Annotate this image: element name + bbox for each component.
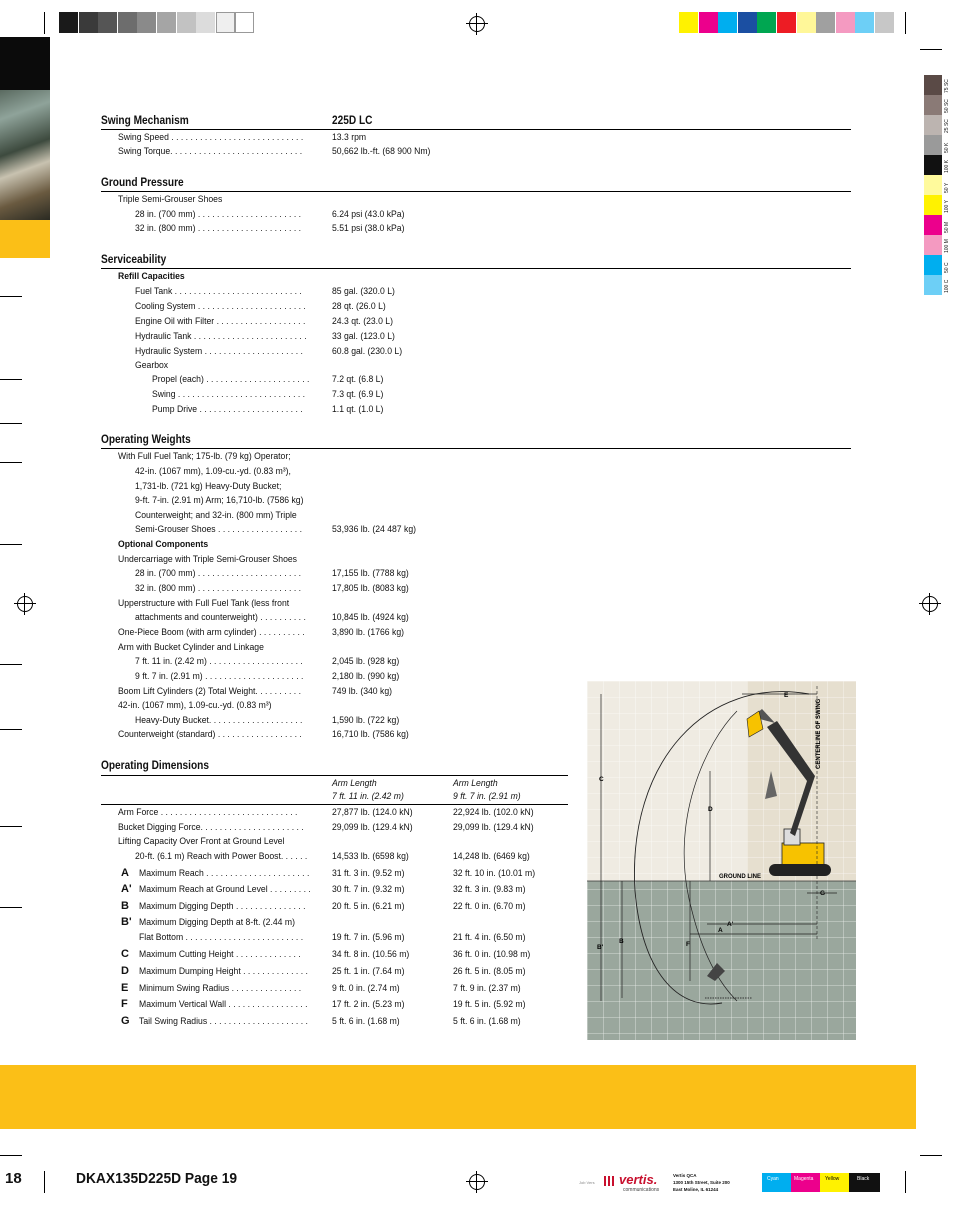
dimension-row: [139, 966, 308, 977]
spec-value: 60.8 gal. (230.0 L): [332, 346, 403, 357]
spec-label: 20-ft. (6.1 m) Reach with Power Boost: [135, 851, 281, 862]
leader-dots: . . . . . . . . . . . . . . .: [233, 901, 306, 912]
crop-mark: [0, 379, 22, 380]
leader-dots: . . . . . . . . .: [267, 884, 311, 895]
spec-value: 5 ft. 6 in. (1.68 m): [453, 1016, 521, 1027]
gray-swatch: [157, 12, 176, 33]
weights-line: Undercarriage with Triple Semi-Grouser Shoes: [118, 554, 298, 565]
leader-dots: . . . . . . . . . . . . . .: [240, 966, 308, 977]
process-swatch: [797, 12, 816, 33]
gray-swatch: [216, 12, 235, 33]
job-slug: DKAX135D225D Page 19: [76, 1170, 238, 1187]
dimension-letter: D: [121, 965, 129, 977]
spec-value: 32 ft. 3 in. (9.83 m): [453, 884, 526, 895]
dimension-row: [139, 932, 303, 943]
swatch-black: [849, 1173, 880, 1192]
spec-value: 9 ft. 0 in. (2.74 m): [332, 983, 400, 994]
spec-value: 10,845 lb. (4924 kg): [332, 612, 409, 623]
spec-value: 31 ft. 3 in. (9.52 m): [332, 868, 405, 879]
weights-line: With Full Fuel Tank; 175-lb. (79 kg) Operator;: [118, 451, 291, 462]
side-swatch-label: 25 SC: [944, 119, 950, 133]
diagram-label-b: B: [619, 938, 624, 945]
spec-row: 32 in. (800 mm) . . . . . . . . . . . . . . . . . . . . . .: [135, 223, 302, 234]
crop-mark: [920, 1155, 942, 1156]
weights-line: 42-in. (1067 mm), 1.09-cu.-yd. (0.83 m³),: [135, 466, 291, 477]
spec-label: 7 ft. 11 in. (2.42 m): [135, 656, 207, 667]
centerline-label: CENTERLINE OF SWING: [816, 698, 822, 769]
spec-row: [152, 404, 303, 415]
spec-label: Pump Drive: [152, 404, 198, 415]
spec-row: Arm Force . . . . . . . . . . . . . . . . . . . . . . . . . . . . .: [118, 807, 298, 818]
leader-dots: . . . . . . . . . . . . . . . . . . . . . .: [203, 868, 310, 879]
spec-row: 7 ft. 11 in. (2.42 m) . . . . . . . . . . . . . . . . . . . .: [135, 656, 303, 667]
spec-value: 29,099 lb. (129.4 kN): [332, 822, 413, 833]
leader-dots: . . . . . . . . . . . . . . . . . . . . .: [207, 1016, 308, 1027]
spec-value: 20 ft. 5 in. (6.21 m): [332, 901, 405, 912]
gray-swatch: [118, 12, 137, 33]
crop-mark: [44, 12, 45, 34]
spec-value: 53,936 lb. (24 487 kg): [332, 524, 417, 535]
spec-value: 25 ft. 1 in. (7.64 m): [332, 966, 405, 977]
spec-value: 34 ft. 8 in. (10.56 m): [332, 949, 410, 960]
gray-swatch: [59, 12, 78, 33]
weights-title: Operating Weights: [101, 434, 191, 446]
side-swatch: [924, 255, 942, 275]
section-rule: [101, 804, 568, 805]
swatch-label: Yellow: [825, 1176, 840, 1182]
spec-row: Bucket Digging Force. . . . . . . . . . . . . . . . . . . . . .: [118, 822, 304, 833]
spec-sub: Refill Capacities: [118, 271, 185, 282]
dimension-letter: F: [121, 998, 128, 1010]
col1-sub: 7 ft. 11 in. (2.42 m): [332, 791, 404, 802]
spec-row: Boom Lift Cylinders (2) Total Weight. . . . . . . . . .: [118, 686, 302, 697]
side-swatch: [924, 95, 942, 115]
spec-label: One-Piece Boom (with arm cylinder): [118, 627, 257, 638]
spec-label: Flat Bottom: [139, 932, 184, 943]
gray-swatch: [98, 12, 117, 33]
spec-value: 7.3 qt. (6.9 L): [332, 389, 384, 400]
process-swatch: [718, 12, 737, 33]
dimension-row: [139, 999, 308, 1010]
spec-label: Fuel Tank: [135, 286, 173, 297]
diagram-label-b-prime: B': [597, 944, 604, 951]
spec-value: 19 ft. 7 in. (5.96 m): [332, 932, 405, 943]
spec-label: Swing Speed: [118, 132, 169, 143]
crop-mark: [0, 907, 22, 908]
spec-value: 5 ft. 6 in. (1.68 m): [332, 1016, 400, 1027]
spec-row: 9 ft. 7 in. (2.91 m) . . . . . . . . . . . . . . . . . . . . .: [135, 671, 304, 682]
swatch-cyan: [762, 1173, 791, 1192]
spec-label: Maximum Digging Depth: [139, 901, 234, 912]
spec-label: Hydraulic Tank: [135, 331, 192, 342]
weights-line: 9-ft. 7-in. (2.91 m) Arm; 16,710-lb. (7586 kg): [135, 495, 304, 506]
dimension-diagram: [587, 681, 856, 1040]
spec-value: 21 ft. 4 in. (6.50 m): [453, 932, 526, 943]
spec-label: Maximum Dumping Height: [139, 966, 241, 977]
swatch-label: Black: [857, 1176, 870, 1182]
crop-mark: [0, 826, 22, 827]
left-edge-yellow-block: [0, 220, 50, 258]
dimension-row: [139, 868, 309, 879]
spec-value: 17,155 lb. (7788 kg): [332, 568, 409, 579]
diagram-label-a: A: [718, 927, 723, 934]
process-swatch: [699, 12, 718, 33]
dimension-row: [139, 983, 301, 994]
leader-dots: . . . . . . . . . . . . . . . . .: [226, 999, 308, 1010]
registration-mark-top-icon: [469, 16, 485, 32]
diagram-label-g: G: [820, 890, 826, 897]
diagram-label-a-prime: A': [727, 921, 734, 928]
weights-line: Lifting Capacity Over Front at Ground Level: [118, 836, 285, 847]
section-rule: [101, 129, 851, 130]
spec-label: 9 ft. 7 in. (2.91 m): [135, 671, 203, 682]
dimension-row: [139, 901, 306, 912]
process-swatch: [777, 12, 796, 33]
service-title: Serviceability: [101, 254, 167, 266]
leader-dots: . . . . . . . . . . . . . . . . . . . . . . . . . . .: [172, 286, 302, 297]
spec-value: 85 gal. (320.0 L): [332, 286, 395, 297]
spec-label: Arm Force: [118, 807, 159, 818]
spec-value: 26 ft. 5 in. (8.05 m): [453, 966, 526, 977]
dimension-letter: C: [121, 948, 129, 960]
spec-label: Heavy-Duty Bucket: [135, 715, 209, 726]
spec-value: 2,180 lb. (990 kg): [332, 671, 400, 682]
spec-value: 14,248 lb. (6469 kg): [453, 851, 530, 862]
spec-row: One-Piece Boom (with arm cylinder) . . . . . . . . . .: [118, 627, 305, 638]
spec-row: [135, 286, 302, 297]
gray-swatch: [196, 12, 215, 33]
crop-mark: [0, 423, 22, 424]
gray-swatch: [235, 12, 254, 33]
vertis-address-3: East Moline, IL 61244: [673, 1187, 719, 1192]
crop-mark: [0, 462, 22, 463]
spec-value: 3,890 lb. (1766 kg): [332, 627, 405, 638]
leader-dots: . . . . . . . . . . . . . . . . . . . . . .: [203, 374, 310, 385]
dimension-letter: A: [121, 867, 129, 879]
spec-row: Swing Speed . . . . . . . . . . . . . . . . . . . . . . . . . . . .: [118, 132, 304, 143]
side-swatch-label: 50 C: [944, 262, 950, 273]
gray-swatch: [177, 12, 196, 33]
process-swatch: [816, 12, 835, 33]
col2-sub: 9 ft. 7 in. (2.91 m): [453, 791, 521, 802]
crop-mark: [920, 49, 942, 50]
spec-label: Semi-Grouser Shoes: [135, 524, 216, 535]
spec-sub: Triple Semi-Grouser Shoes: [118, 194, 223, 205]
weights-line: Arm with Bucket Cylinder and Linkage: [118, 642, 264, 653]
spec-value: 7 ft. 9 in. (2.37 m): [453, 983, 521, 994]
diagram-label-d: D: [708, 806, 713, 813]
leader-dots: . . . . . . . . . . . . . . . . . . . . . . . . . . .: [175, 389, 306, 400]
spec-row: Counterweight (standard) . . . . . . . . . . . . . . . . . .: [118, 729, 302, 740]
side-swatch: [924, 235, 942, 255]
section-rule: [101, 191, 851, 192]
spec-row: 28 in. (700 mm) . . . . . . . . . . . . . . . . . . . . . .: [135, 568, 302, 579]
spec-row: [135, 346, 303, 357]
leader-dots: . . . . . . . . . . . . . . . . . . . . . .: [197, 404, 303, 415]
leader-dots: . . . . . . . . . . . . . . . . . . .: [214, 316, 306, 327]
spec-row: 32 in. (800 mm) . . . . . . . . . . . . . . . . . . . . . .: [135, 583, 302, 594]
diagram-label-c: C: [599, 776, 604, 783]
leader-dots: . . . . . . . . . . . . . . . . . . . . . . . .: [191, 331, 307, 342]
swatch-label: Cyan: [767, 1176, 779, 1182]
registration-mark-right-icon: [922, 596, 938, 612]
vertis-logo: vertis.: [619, 1172, 658, 1187]
spec-value: 1.1 qt. (1.0 L): [332, 404, 384, 415]
spec-label: Maximum Cutting Height: [139, 949, 234, 960]
dimension-line: Maximum Digging Depth at 8-ft. (2.44 m): [139, 917, 295, 928]
spec-label: Propel (each): [152, 374, 204, 385]
spec-value: 29,099 lb. (129.4 kN): [453, 822, 534, 833]
spec-value: 1,590 lb. (722 kg): [332, 715, 400, 726]
left-edge-black-block: [0, 37, 50, 90]
crop-mark: [905, 12, 906, 34]
spec-row: [135, 316, 305, 327]
section-rule: [101, 775, 568, 776]
vertis-sub: communications: [623, 1187, 660, 1193]
spec-label: Swing: [152, 389, 176, 400]
spec-row: 28 in. (700 mm) . . . . . . . . . . . . . . . . . . . . . .: [135, 209, 302, 220]
side-swatch: [924, 275, 942, 295]
spec-value: 14,533 lb. (6598 kg): [332, 851, 409, 862]
spec-value: 17,805 lb. (8083 kg): [332, 583, 409, 594]
side-swatch-label: 100 M: [944, 239, 950, 253]
process-swatch: [875, 12, 894, 33]
spec-value: 19 ft. 5 in. (5.92 m): [453, 999, 526, 1010]
crop-mark: [905, 1171, 906, 1193]
spec-row: Semi-Grouser Shoes . . . . . . . . . . . . . . . . . .: [135, 524, 302, 535]
vertis-logo-icon: [604, 1176, 616, 1186]
dimension-row: [139, 949, 301, 960]
dimension-letter: G: [121, 1015, 130, 1027]
leader-dots: . . . . . . . . . . . . . .: [233, 949, 301, 960]
spec-value: 2,045 lb. (928 kg): [332, 656, 400, 667]
process-swatch: [836, 12, 855, 33]
ground-title: Ground Pressure: [101, 177, 184, 189]
spec-label: Boom Lift Cylinders (2) Total Weight: [118, 686, 256, 697]
crop-mark: [0, 296, 22, 297]
section-rule: [101, 268, 851, 269]
gray-swatch: [79, 12, 98, 33]
swing-title: Swing Mechanism: [101, 115, 189, 127]
col2-head: Arm Length: [453, 778, 498, 789]
side-swatch: [924, 195, 942, 215]
spec-value: 30 ft. 7 in. (9.32 m): [332, 884, 405, 895]
spec-row: Swing Torque. . . . . . . . . . . . . . . . . . . . . . . . . . . .: [118, 146, 303, 157]
registration-mark-bottom-icon: [469, 1174, 485, 1190]
section-rule: [101, 448, 851, 449]
spec-value: 6.24 psi (43.0 kPa): [332, 209, 405, 220]
process-swatch: [679, 12, 698, 33]
dimension-letter: A': [121, 883, 132, 895]
leader-dots: . . . . . . . . . . . . . . . . . . . . . . . . .: [183, 932, 304, 943]
spec-value: 5.51 psi (38.0 kPa): [332, 223, 405, 234]
spec-value: 50,662 lb.-ft. (68 900 Nm): [332, 146, 431, 157]
side-swatch-label: 50 SC: [944, 99, 950, 113]
model-title: 225D LC: [332, 115, 373, 127]
side-swatch: [924, 75, 942, 95]
vertis-address-2: 1300 15th Street, Suite 200: [673, 1180, 730, 1185]
spec-value: 27,877 lb. (124.0 kN): [332, 807, 413, 818]
weights-line: Upperstructure with Full Fuel Tank (less front: [118, 598, 290, 609]
crop-mark: [0, 729, 22, 730]
page-number: 18: [5, 1170, 22, 1187]
leader-dots: . . . . . . . . . . . . . . . . . . . . . . .: [195, 301, 306, 312]
spec-label: 32 in. (800 mm): [135, 223, 196, 234]
weights-line: 42-in. (1067 mm), 1.09-cu.-yd. (0.83 m³): [118, 700, 272, 711]
spec-row: [152, 374, 309, 385]
swatch-label: Magenta: [794, 1176, 814, 1182]
spec-value: 36 ft. 0 in. (10.98 m): [453, 949, 531, 960]
spec-value: 22 ft. 0 in. (6.70 m): [453, 901, 526, 912]
vertis-small: Job Vers: [579, 1180, 595, 1185]
process-swatch: [757, 12, 776, 33]
process-swatch: [738, 12, 757, 33]
spec-label: Maximum Reach: [139, 868, 204, 879]
dims-title: Operating Dimensions: [101, 760, 209, 772]
diagram-label-f: F: [686, 941, 690, 948]
spec-value: 24.3 qt. (23.0 L): [332, 316, 393, 327]
crop-mark: [0, 664, 22, 665]
spec-value: 17 ft. 2 in. (5.23 m): [332, 999, 405, 1010]
spec-label: 28 in. (700 mm): [135, 568, 196, 579]
spec-label: 32 in. (800 mm): [135, 583, 196, 594]
spec-row: [135, 301, 306, 312]
spec-label: Maximum Vertical Wall: [139, 999, 227, 1010]
leader-dots: . . . . . . . . . . . . . . . . . . . . .: [202, 346, 303, 357]
swatch-yellow: [820, 1173, 849, 1192]
dimension-letter: E: [121, 982, 129, 994]
vertis-address-1: Vertis QCA: [673, 1173, 697, 1178]
spec-value: 33 gal. (123.0 L): [332, 331, 395, 342]
spec-sub: Optional Components: [118, 539, 209, 550]
col1-head: Arm Length: [332, 778, 377, 789]
spec-value: 28 qt. (26.0 L): [332, 301, 386, 312]
spec-row: [152, 389, 305, 400]
yellow-footer-band: [0, 1065, 916, 1129]
spec-row: [135, 331, 307, 342]
gray-swatch: [137, 12, 156, 33]
crop-mark: [0, 544, 22, 545]
side-swatch-label: 100 C: [944, 279, 950, 293]
spec-label: Cooling System: [135, 301, 196, 312]
side-swatch-label: 75 SC: [944, 79, 950, 93]
spec-label: attachments and counterweight): [135, 612, 258, 623]
spec-label: 28 in. (700 mm): [135, 209, 196, 220]
crop-mark: [0, 1155, 22, 1156]
side-swatch: [924, 175, 942, 195]
left-edge-photo: [0, 90, 50, 220]
spec-label: Bucket Digging Force: [118, 822, 201, 833]
spec-label: Engine Oil with Filter: [135, 316, 215, 327]
spec-value: 32 ft. 10 in. (10.01 m): [453, 868, 536, 879]
side-swatch-label: 50 M: [944, 221, 950, 233]
spec-label: Minimum Swing Radius: [139, 983, 230, 994]
weights-line: 1,731-lb. (721 kg) Heavy-Duty Bucket;: [135, 481, 282, 492]
dimension-row: [139, 1016, 308, 1027]
crop-mark: [44, 1171, 45, 1193]
spec-value: 749 lb. (340 kg): [332, 686, 393, 697]
weights-line: Counterweight; and 32-in. (800 mm) Triple: [135, 510, 297, 521]
spec-value: 7.2 qt. (6.8 L): [332, 374, 384, 385]
side-swatch-label: 50 Y: [944, 182, 950, 193]
spec-value: 13.3 rpm: [332, 132, 367, 143]
swatch-magenta: [791, 1173, 820, 1192]
spec-row: 20-ft. (6.1 m) Reach with Power Boost. . . . . .: [135, 851, 308, 862]
spec-label: Counterweight (standard): [118, 729, 216, 740]
ground-line-label: GROUND LINE: [719, 874, 761, 880]
gearbox-label: Gearbox: [135, 360, 169, 371]
diagram-label-e: E: [784, 692, 789, 699]
spec-label: Swing Torque: [118, 146, 171, 157]
registration-mark-left-icon: [17, 596, 33, 612]
side-swatch: [924, 215, 942, 235]
leader-dots: . . . . . . . . . . . . . . .: [229, 983, 302, 994]
process-swatch: [855, 12, 874, 33]
dimension-letter: B': [121, 916, 132, 928]
spec-label: Maximum Reach at Ground Level: [139, 884, 268, 895]
spec-value: 22,924 lb. (102.0 kN): [453, 807, 534, 818]
spec-row: attachments and counterweight) . . . . . . . . . .: [135, 612, 306, 623]
side-swatch-label: 100 Y: [944, 200, 950, 213]
spec-value: 16,710 lb. (7586 kg): [332, 729, 409, 740]
spec-row: Heavy-Duty Bucket. . . . . . . . . . . . . . . . . . . .: [135, 715, 303, 726]
side-swatch-label: 100 K: [944, 159, 950, 173]
spec-label: Tail Swing Radius: [139, 1016, 208, 1027]
spec-label: Hydraulic System: [135, 346, 203, 357]
dimension-letter: B: [121, 900, 129, 912]
side-swatch-label: 50 K: [944, 142, 950, 153]
side-swatch: [924, 135, 942, 155]
side-swatch: [924, 155, 942, 175]
dimension-row: [139, 884, 311, 895]
side-swatch: [924, 115, 942, 135]
